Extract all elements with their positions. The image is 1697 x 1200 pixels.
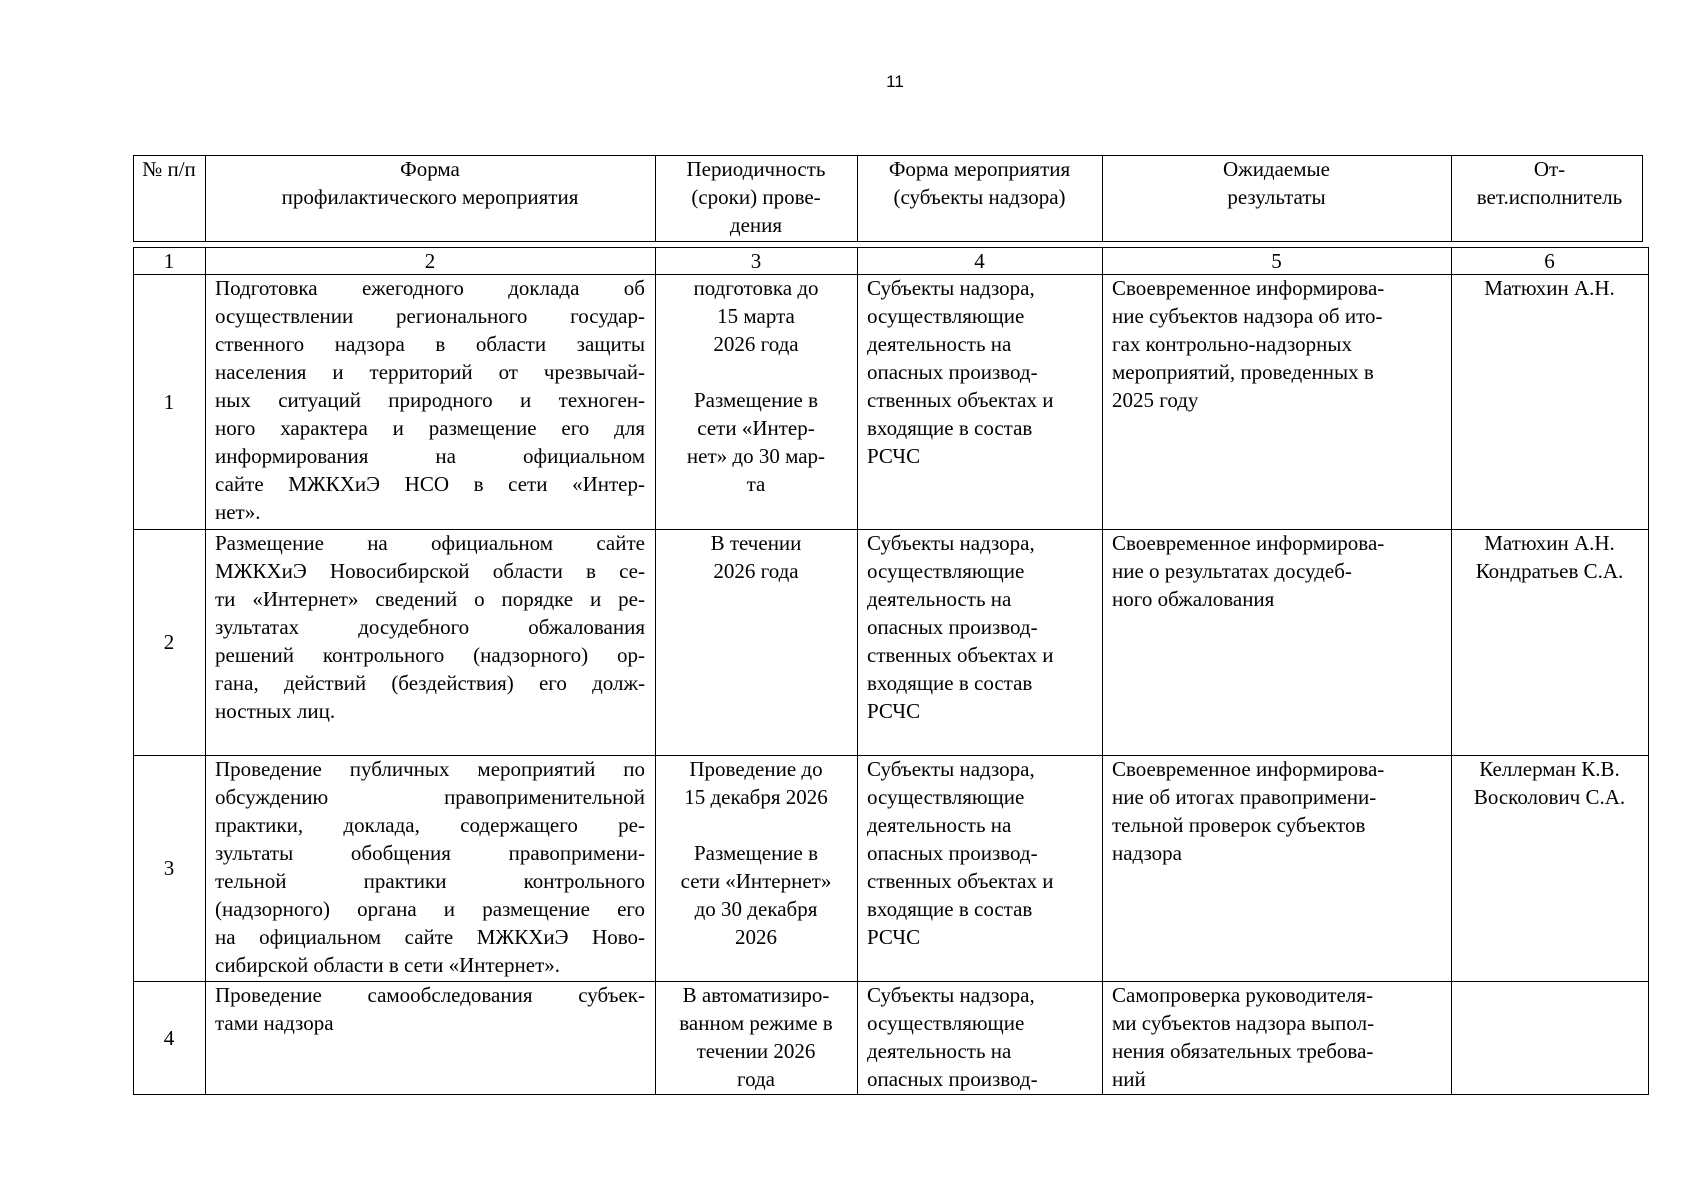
results-cell (1102, 755, 1451, 981)
header-col-border (1451, 155, 1452, 242)
cell-line: ностных лиц. (215, 699, 336, 723)
numbering-cell-5: 5 (1271, 249, 1282, 273)
cell-line: вет.исполнитель (1476, 185, 1623, 209)
period-cell (655, 529, 857, 755)
header-col-border (857, 155, 858, 242)
cell-line: ственных объектах и (867, 388, 1054, 412)
header-col-border (205, 155, 206, 242)
cell-line: Келлерман К.В. (1479, 757, 1620, 781)
header-bottom-border (133, 241, 1642, 242)
cell-line: осуществляющие (867, 1011, 1025, 1035)
cell-line: Размещение в (693, 388, 819, 412)
cell-line: профилактического мероприятия (281, 185, 579, 209)
cell-line: В течении (710, 531, 802, 555)
cell-line: населения и территорий от чрезвычай- (215, 360, 645, 384)
cell-line: деятельность на (867, 1039, 1012, 1063)
header-cell-5 (1102, 155, 1451, 242)
cell-line: нения обязательных требова- (1112, 1039, 1374, 1063)
cell-line: От- (1533, 157, 1566, 181)
cell-line: ственных объектах и (867, 869, 1054, 893)
row-number: 4 (163, 1025, 175, 1050)
cell-line: нет» до 30 мар- (686, 444, 826, 468)
header-cell-1: № п/п (142, 157, 196, 181)
cell-line: тами надзора (215, 1011, 334, 1035)
cell-line: (надзорного) органа и размещение его (215, 897, 645, 921)
measure-form-cell (205, 755, 655, 981)
header-col-border (133, 155, 134, 242)
cell-line: ных ситуаций природного и техноген- (215, 388, 645, 412)
cell-line: Субъекты надзора, (867, 983, 1035, 1007)
cell-line: тельной практики контрольного (215, 869, 645, 893)
cell-line: Субъекты надзора, (867, 276, 1035, 300)
col-border (1648, 247, 1649, 1095)
numbering-cell-2: 2 (424, 249, 436, 273)
cell-line: Форма мероприятия (888, 157, 1071, 181)
cell-line: Самопроверка руководителя- (1112, 983, 1374, 1007)
period-cell (655, 755, 857, 981)
cell-line: Восколович С.А. (1473, 785, 1626, 809)
cell-line: Проведение самообследования субъек- (215, 983, 645, 1007)
cell-line: мероприятий, проведенных в (1112, 360, 1374, 384)
cell-line: тельной проверок субъектов (1112, 813, 1366, 837)
results-cell (1102, 274, 1451, 529)
cell-line: Форма (400, 157, 460, 181)
row-border (133, 1094, 1648, 1095)
cell-line: опасных производ- (867, 360, 1038, 384)
cell-line: Ожидаемые (1223, 157, 1330, 181)
cell-line: информирования на официальном (215, 444, 645, 468)
cell-line: Проведение публичных мероприятий по (215, 757, 645, 781)
cell-line: РСЧС (867, 444, 921, 468)
cell-line: Проведение до (689, 757, 823, 781)
cell-line: зультатах досудебного обжалования (215, 615, 645, 639)
cell-line: опасных производ- (867, 1067, 1038, 1091)
subjects-cell (857, 755, 1102, 981)
cell-line (665, 358, 847, 386)
cell-line: гана, действий (бездействия) его долж- (215, 671, 645, 695)
cell-line: дения (729, 213, 783, 237)
cell-line: решений контрольного (надзорного) ор- (215, 643, 645, 667)
cell-line: деятельность на (867, 587, 1012, 611)
cell-line: года (737, 1067, 775, 1091)
cell-line: В автоматизиро- (682, 983, 830, 1007)
cell-line: сибирской области в сети «Интернет». (215, 953, 560, 977)
cell-line: Периодичность (686, 157, 826, 181)
row-number: 2 (163, 630, 175, 654)
cell-line: Субъекты надзора, (867, 531, 1035, 555)
cell-line: осуществлении регионального государ- (215, 304, 645, 328)
col-border (1451, 247, 1452, 1095)
numbering-cell-3: 3 (750, 249, 762, 273)
cell-line: зультаты обобщения правопримени- (215, 841, 645, 865)
col-border (1102, 247, 1103, 1095)
cell-line (665, 811, 847, 839)
col-border (205, 247, 206, 1095)
col-border (133, 247, 134, 1095)
row-border (133, 529, 1648, 530)
cell-line: сети «Интернет» (680, 869, 832, 893)
header-col-border (1102, 155, 1103, 242)
subjects-cell (857, 981, 1102, 1094)
cell-line: Матюхин А.Н. (1484, 531, 1615, 555)
cell-line: опасных производ- (867, 615, 1038, 639)
col-border (655, 247, 656, 1095)
cell-line: результаты (1227, 185, 1326, 209)
cell-line: 2026 года (713, 559, 799, 583)
cell-line: Матюхин А.Н. (1484, 276, 1615, 300)
subjects-cell (857, 529, 1102, 755)
cell-line: 2025 году (1112, 388, 1199, 412)
cell-line: сети «Интер- (697, 416, 815, 440)
responsible-cell (1451, 529, 1648, 755)
cell-line: надзора (1112, 841, 1182, 865)
cell-line: ственного надзора в области защиты (215, 332, 645, 356)
responsible-cell (1451, 274, 1648, 529)
header-col-border (1642, 155, 1643, 242)
cell-line: ти «Интернет» сведений о порядке и ре- (215, 587, 645, 611)
cell-line: Подготовка ежегодного доклада об (215, 276, 645, 300)
header-cell-2 (205, 155, 655, 242)
cell-line: на официальном сайте МЖКХиЭ Ново- (215, 925, 645, 949)
cell-line: обсуждению правоприменительной (215, 785, 645, 809)
numbering-cell-4: 4 (974, 249, 985, 273)
cell-line: (сроки) прове- (691, 185, 821, 209)
cell-line: 15 марта (717, 304, 795, 328)
cell-line: входящие в состав (867, 416, 1033, 440)
cell-line: осуществляющие (867, 785, 1025, 809)
cell-line: Своевременное информирова- (1112, 531, 1385, 555)
row-number: 1 (163, 389, 175, 414)
results-cell (1102, 981, 1451, 1094)
cell-line: осуществляющие (867, 559, 1025, 583)
cell-line: ного обжалования (1112, 587, 1275, 611)
cell-line: 2026 года (713, 332, 799, 356)
cell-line: Кондратьев С.А. (1475, 559, 1624, 583)
row-number: 3 (163, 856, 175, 880)
numbering-bottom-border (133, 274, 1648, 275)
cell-line: ний (1112, 1067, 1146, 1091)
header-top-border (133, 155, 1642, 156)
cell-line: нет». (215, 500, 261, 524)
cell-line: ного характера и размещение его для (215, 416, 645, 440)
cell-line: Размещение в (693, 841, 819, 865)
cell-line: МЖКХиЭ Новосибирской области в се- (215, 559, 645, 583)
row-border (133, 981, 1648, 982)
period-cell (655, 274, 857, 529)
cell-line: подготовка до (693, 276, 819, 300)
cell-line: деятельность на (867, 332, 1012, 356)
numbering-cell-1: 1 (163, 249, 175, 273)
cell-line: ми субъектов надзора выпол- (1112, 1011, 1375, 1035)
row-border (133, 755, 1648, 756)
measure-form-cell (205, 981, 655, 1094)
cell-line: гах контрольно-надзорных (1112, 332, 1353, 356)
cell-line: Субъекты надзора, (867, 757, 1035, 781)
responsible-cell (1451, 981, 1648, 1094)
cell-line: до 30 декабря (694, 897, 818, 921)
header-cell-6 (1451, 155, 1648, 242)
table-top-border (133, 247, 1648, 248)
cell-line: входящие в состав (867, 897, 1033, 921)
cell-line: входящие в состав (867, 671, 1033, 695)
header-cell-4 (857, 155, 1102, 242)
results-cell (1102, 529, 1451, 755)
cell-line: 15 декабря 2026 (684, 785, 828, 809)
cell-line: течении 2026 (696, 1039, 816, 1063)
cell-line: ственных объектах и (867, 643, 1054, 667)
col-border (857, 247, 858, 1095)
cell-line: Размещение на официальном сайте (215, 531, 645, 555)
header-col-border (655, 155, 656, 242)
header-cell-3 (655, 155, 857, 242)
measure-form-cell (205, 529, 655, 755)
cell-line: ние о результатах досудеб- (1112, 559, 1352, 583)
cell-line: ние об итогах правопримени- (1112, 785, 1377, 809)
cell-line: деятельность на (867, 813, 1012, 837)
cell-line: та (746, 472, 766, 496)
cell-line: ние субъектов надзора об ито- (1112, 304, 1383, 328)
cell-line: 2026 (735, 925, 777, 949)
cell-line: осуществляющие (867, 304, 1025, 328)
measure-form-cell (205, 274, 655, 529)
period-cell (655, 981, 857, 1094)
page-number: 11 (886, 72, 904, 91)
cell-line: практики, доклада, содержащего ре- (215, 813, 645, 837)
cell-line: РСЧС (867, 699, 921, 723)
cell-line: РСЧС (867, 925, 921, 949)
cell-line: (субъекты надзора) (893, 185, 1066, 209)
cell-line: Своевременное информирова- (1112, 757, 1385, 781)
numbering-cell-6: 6 (1544, 249, 1555, 273)
cell-line: сайте МЖКХиЭ НСО в сети «Интер- (215, 472, 645, 496)
subjects-cell (857, 274, 1102, 529)
responsible-cell (1451, 755, 1648, 981)
cell-line: опасных производ- (867, 841, 1038, 865)
cell-line: ванном режиме в (679, 1011, 833, 1035)
cell-line: Своевременное информирова- (1112, 276, 1385, 300)
